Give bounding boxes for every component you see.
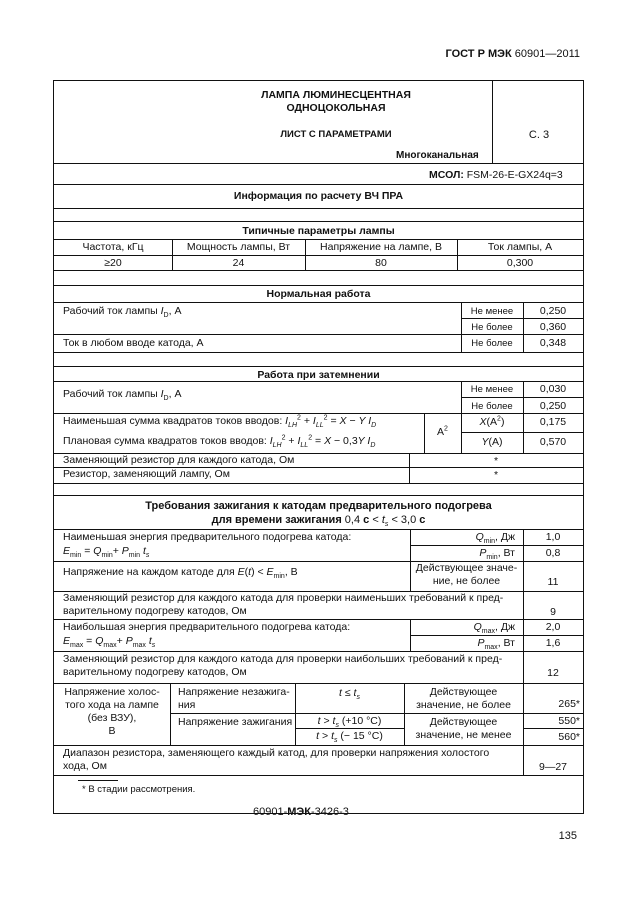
y-label: Y(A) <box>481 436 503 448</box>
resistor-max-value: 12 <box>547 667 559 679</box>
range-value: 9—27 <box>538 761 568 773</box>
p-max-label: $P_{max}$, Вт <box>477 637 515 652</box>
plan-sum-formula: Плановая сумма квадратов токов вводов: $I_{LH}^2 + I_{LL}^2 = X - 0,3Y$ $I_D$ <box>63 434 376 450</box>
min-energy-formula: $E_{min} = Q_{min}+ P_{min}$ $t_s$ <box>63 545 150 560</box>
unit-a2-sup: 2 <box>444 425 448 433</box>
unit-a-squared <box>424 426 461 439</box>
value-560: 560* <box>558 731 580 743</box>
resistor-min-line2: варительному подогреву катодов, Ом <box>63 605 247 617</box>
normal-max-value: 0,360 <box>539 321 567 333</box>
ignition-title2: для времени зажигания 0,4 $с < t_s < 3,0$ с <box>211 514 426 529</box>
typical-title: Типичные параметры лампы <box>242 225 395 237</box>
normal-not-less: Не менее <box>470 306 514 317</box>
resistor-max-line1: Заменяющий резистор для каждого катода для проверки наибольших требований к пред- <box>63 653 503 665</box>
oc-label3: (без ВЗУ), <box>87 712 137 724</box>
resistor-min-line1: Заменяющий резистор для каждого катода для проверки наименьших требований к пред- <box>63 592 504 604</box>
normal-working-current-label: Рабочий ток лампы <box>63 305 158 317</box>
cond-minus15: $t > t_s$ (− 15 °С) <box>316 730 383 745</box>
cond-t-le-ts: $t \le t_s$ <box>339 687 360 702</box>
cathode-current-value: 0,348 <box>539 337 567 349</box>
non-ignition-line2: ния <box>178 699 196 711</box>
q-min-value: 1,0 <box>545 531 561 543</box>
section-hf: Информация по расчету ВЧ ПРА <box>233 190 404 202</box>
footnote: * В стадии рассмотрения. <box>82 784 196 795</box>
code-prefix: 60901- <box>253 806 288 818</box>
typical-header-power: Мощность лампы, Вт <box>186 241 291 253</box>
typical-value-freq: ≥20 <box>104 257 122 269</box>
standard-header <box>445 48 580 60</box>
typical-value-power: 24 <box>232 257 245 269</box>
title-line2: ОДНОЦОКОЛЬНАЯ <box>286 102 386 114</box>
cathode-not-more: Не более <box>471 338 513 349</box>
plan-sum-label: Плановая сумма квадратов токов вводов: <box>63 435 267 447</box>
dimming-min-value: 0,030 <box>539 383 567 395</box>
normal-min-value: 0,250 <box>539 305 567 317</box>
max-energy-label: Наибольшая энергия предварительного подогрева катода: <box>63 621 351 633</box>
dimming-working-current-label: Рабочий ток лампы <box>63 388 158 400</box>
title-line1: ЛАМПА ЛЮМИНЕСЦЕНТНАЯ <box>261 89 411 101</box>
effective-line2: ние, не более <box>432 575 501 587</box>
min-sum-formula: Наименьшая сумма квадратов токов вводов: $I_{LH}^2 + I_{LL}^2 = X - Y$ $I_D$ <box>63 414 377 430</box>
min-sum-label: Наименьшая сумма квадратов токов вводов: <box>63 415 283 427</box>
p-min-value: 0,8 <box>545 547 561 559</box>
normal-title: Нормальная работа <box>266 288 371 300</box>
eff-less-line1: Действующее <box>429 716 498 728</box>
dimming-title: Работа при затемнении <box>257 369 380 381</box>
eff-less-line2: значение, не менее <box>415 729 512 741</box>
unit-a2-base: А <box>437 426 445 438</box>
variant: Многоканальная <box>396 150 479 161</box>
oc-label4: В <box>108 725 116 737</box>
dimming-working-current <box>63 388 181 401</box>
mcol-line <box>429 169 563 182</box>
oc-label2: того хода на лампе <box>65 699 159 711</box>
eff-more-line1: Действующее <box>429 686 498 698</box>
sheet-code <box>253 806 349 818</box>
footnote-rule <box>78 780 118 781</box>
standard-number: 60901—2011 <box>514 48 580 60</box>
ignition-title1: Требования зажигания к катодам предварительного подогрева <box>145 500 492 512</box>
mcol-label: МСОЛ: <box>429 169 464 181</box>
cond-plus10: $t > t_s$ (+10 °С) <box>317 715 382 730</box>
typical-header-voltage: Напряжение на лампе, В <box>320 241 442 253</box>
standard-name: ГОСТ Р МЭК <box>445 48 512 60</box>
eff-more-line2: значение, не более <box>416 699 511 711</box>
effective-line1: Действующее значе- <box>415 562 518 574</box>
non-ignition-line1: Напряжение незажига- <box>178 686 290 698</box>
mcol-value: FSM-26-E-GX24q=3 <box>466 169 563 181</box>
p-min-label: $P_{min}$, Вт <box>479 547 515 562</box>
q-min-label: $Q_{min}$, Дж <box>475 531 515 546</box>
value-265: 265* <box>558 698 580 710</box>
symbol-i: I <box>160 305 164 317</box>
code-suffix: -3426-3 <box>310 806 349 818</box>
dimming-max-value: 0,250 <box>539 400 567 412</box>
ignition-voltage-label: Напряжение зажигания <box>178 716 293 728</box>
cathode-current-label: Ток в любом вводе катода, А <box>63 337 204 349</box>
typical-value-current: 0,300 <box>506 257 534 269</box>
dimming-not-less: Не менее <box>470 384 514 395</box>
parameter-sheet-frame <box>53 80 584 814</box>
range-line2: хода, Ом <box>63 760 107 772</box>
range-line1: Диапазон резистора, заменяющего каждый катод, для проверки напряжения холостого <box>63 747 490 759</box>
q-max-label: $Q_{max}$, Дж <box>473 621 515 636</box>
resistor-max-line2: варительному подогреву катодов, Ом <box>63 666 247 678</box>
subscript-d: D <box>163 395 169 403</box>
x-value: 0,175 <box>539 416 567 428</box>
normal-not-more: Не более <box>471 322 513 333</box>
resistor-lamp-value: * <box>493 469 499 481</box>
unit-a: , А <box>168 305 182 317</box>
resistor-cathode-label: Заменяющий резистор для каждого катода, Ом <box>63 454 295 466</box>
page-ref: С. 3 <box>528 129 550 141</box>
voltage-cathode-text: Напряжение на каждом катоде для <box>63 566 235 578</box>
resistor-lamp-label: Резистор, заменяющий лампу, Ом <box>63 468 230 480</box>
oc-label1: Напряжение холос- <box>64 686 160 698</box>
q-max-value: 2,0 <box>545 621 561 633</box>
max-energy-formula: $E_{max} = Q_{max}+ P_{max}$ $t_s$ <box>63 635 156 650</box>
voltage-cathode-value: 11 <box>547 576 559 588</box>
sheet-title: ЛИСТ С ПАРАМЕТРАМИ <box>280 129 392 140</box>
min-energy-label: Наименьшая энергия предварительного подогрева катода: <box>63 531 352 543</box>
subscript-d: D <box>163 312 169 320</box>
voltage-cathode-label: Напряжение на каждом катоде для $E(t) < E_{min}$, В <box>63 566 298 581</box>
p-max-value: 1,6 <box>545 637 561 649</box>
typical-header-current: Ток лампы, А <box>487 241 553 253</box>
normal-working-current <box>63 305 181 318</box>
resistor-cathode-value: * <box>493 455 499 467</box>
unit-a: , А <box>168 388 182 400</box>
typical-header-freq: Частота, кГц <box>82 241 144 253</box>
page-number: 135 <box>558 830 577 842</box>
value-550: 550* <box>558 715 580 727</box>
code-bold: МЭК <box>287 806 311 818</box>
y-value: 0,570 <box>539 436 567 448</box>
symbol-i: I <box>160 388 164 400</box>
title-divider <box>492 81 493 163</box>
typical-value-voltage: 80 <box>375 257 387 269</box>
x-label: $X(A^2)$ <box>479 415 505 428</box>
resistor-min-value: 9 <box>550 606 556 618</box>
dimming-not-more: Не более <box>471 401 513 412</box>
